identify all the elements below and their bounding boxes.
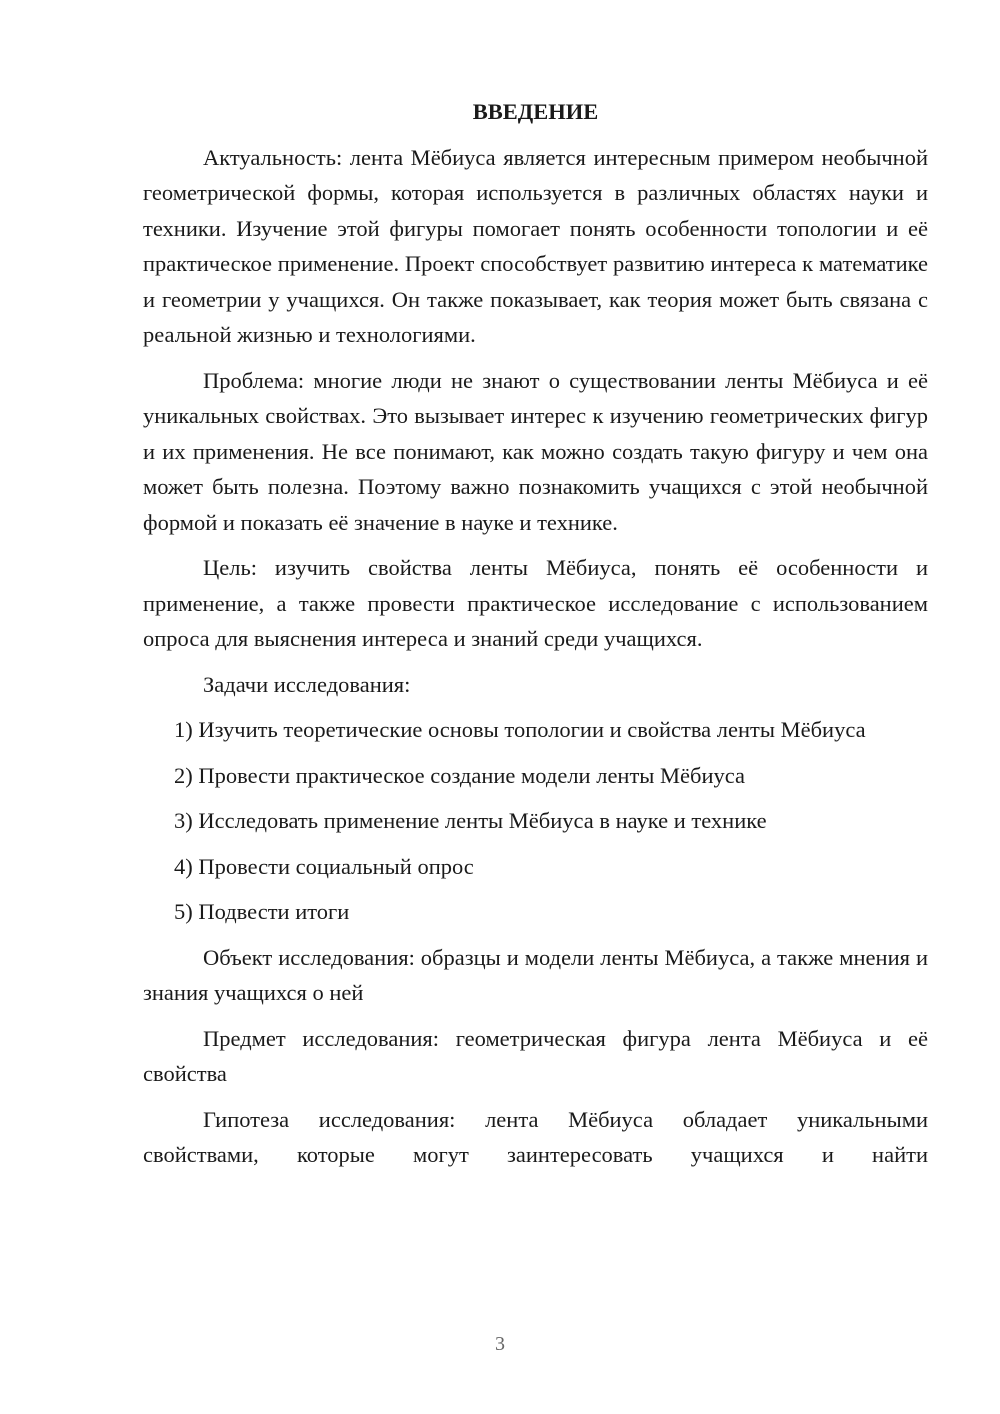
subject-paragraph: Предмет исследования: геометрическая фигура лента Мёбиуса и её свойства <box>143 1025 928 1086</box>
list-item: 5) Подвести итоги <box>174 899 350 924</box>
problem-paragraph: Проблема: многие люди не знают о существовании ленты Мёбиуса и её уникальных свойствах. Это вызывает интерес к изучению геометрических фигур и их применения. Не все понимают, как можно создать такую фигуру и чем она может быть полезна. Поэтому важно познакомить учащихся с этой необычной формой и показать её значение в науке и технике. <box>143 367 928 535</box>
relevance-paragraph: Актуальность: лента Мёбиуса является интересным примером необычной геометрической формы, которая используется в различных областях науки и техники. Изучение этой фигуры помогает понять особенности топологии и её практическое применение. Проект способствует развитию интереса к математике и геометрии у учащихся. Он также показывает, как теория может быть связана с реальной жизнью и технологиями. <box>143 144 928 347</box>
tasks-heading: Задачи исследования: <box>203 671 411 697</box>
page-number: 3 <box>495 1333 505 1355</box>
document-body <box>143 94 928 1183</box>
section-title: ВВЕДЕНИЕ <box>472 99 599 124</box>
object-paragraph: Объект исследования: образцы и модели ленты Мёбиуса, а также мнения и знания учащихся о ней <box>143 944 928 1005</box>
list-item: 2) Провести практическое создание модели ленты Мёбиуса <box>174 762 746 788</box>
hypothesis-paragraph: Гипотеза исследования: лента Мёбиуса обладает уникальными свойствами, которые могут заинтересовать учащихся и найти <box>143 1106 928 1167</box>
list-item: 3) Исследовать применение ленты Мёбиуса в науке и технике <box>174 808 767 833</box>
list-item: 1) Изучить теоретические основы топологии и свойства ленты Мёбиуса <box>174 717 866 742</box>
tasks-list <box>143 712 928 930</box>
list-item: 4) Провести социальный опрос <box>174 853 474 879</box>
goal-paragraph: Цель: изучить свойства ленты Мёбиуса, понять её особенности и применение, а также провести практическое исследование с использованием опроса для выяснения интереса и знаний среди учащихся. <box>143 555 928 651</box>
